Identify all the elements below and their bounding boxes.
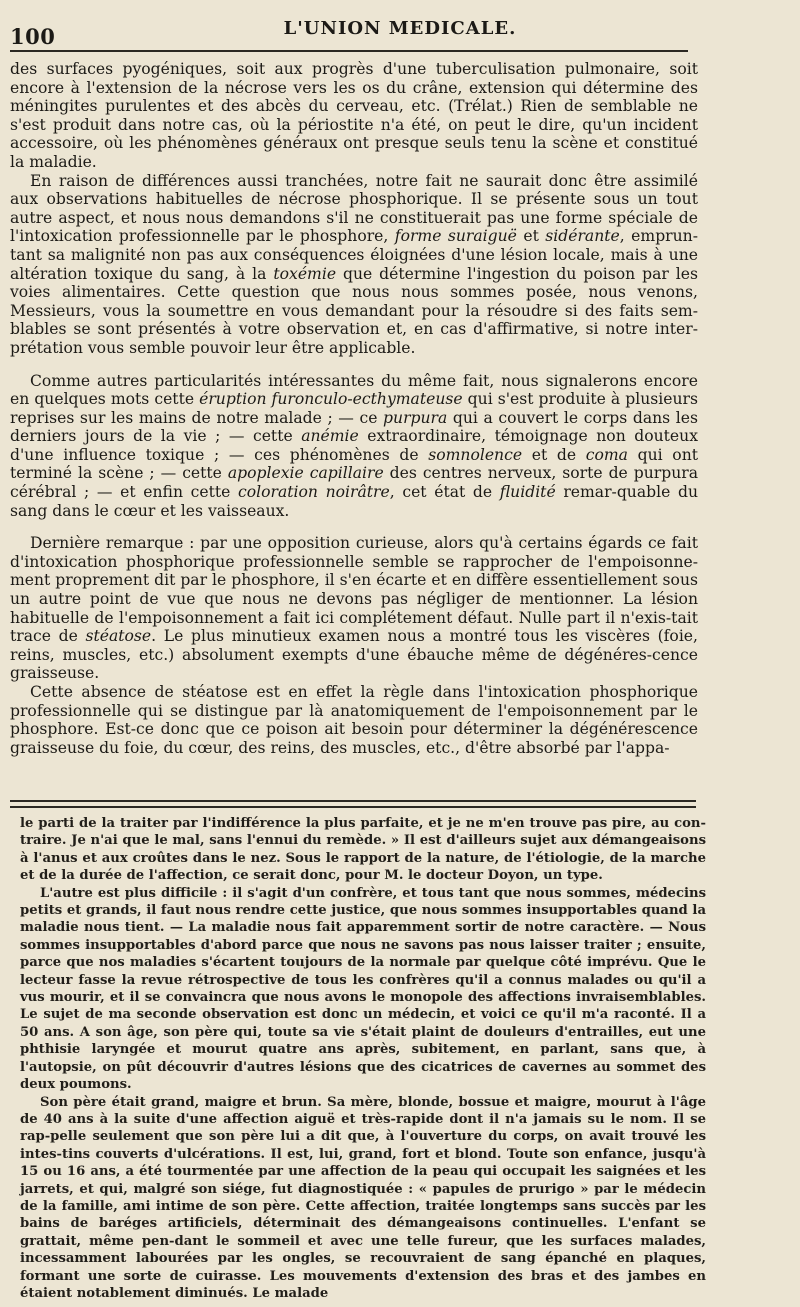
paragraph bbox=[10, 534, 698, 683]
italic-term: forme suraiguë bbox=[394, 227, 517, 246]
italic-term: toxémie bbox=[273, 264, 337, 283]
main-article-text bbox=[10, 60, 698, 757]
page-number: 100 bbox=[10, 24, 56, 49]
paragraph-text: et bbox=[516, 227, 546, 246]
italic-term: coma bbox=[585, 445, 628, 464]
paragraph-text: L'autre est plus difficile : il s'agit d'un confrère, et tous tant que nous sommes, médecins petits et grands, il faut nous rendre cette justice, que nous sommes insupportables quand la maladie nous tient. — La maladie nous fait apparemment sortir de notre caractère. — Nous sommes insupportables d'abord parce que nous ne savons pas nous laisser traiter ; ensuite, parce que nos maladies s'écartent toujours de la normale par quelque côté imprévu. Que le lecteur fasse la revue rétrospective de tous les confrères qu'il a connus malades ou qu'il a vus mourir, et il se convaincra que nous avons le monopole des affections invraisemblables. Le sujet de ma seconde observation est donc un médecin, et voici ce qu'il m'a raconté. Il a 50 ans. A son âge, son père qui, toute sa vie s'était plaint de douleurs d'entrailles, eut une phthisie laryngée et mourut quatre ans après, subitement, en parlant, sans que, à l'autopsie, on pût découvrir d'autres lésions que des cicatrices de cavernes au sommet des deux poumons. bbox=[20, 885, 706, 1093]
paragraph-text: , cet état de bbox=[389, 483, 500, 502]
running-title: L'UNION MEDICALE. bbox=[283, 18, 517, 39]
paragraph-text: que détermine l'ingestion du poison par les voies alimentaires. Cette question que nous nous sommes posée, nous venons, Messieurs, vous la soumettre en vous demandant pour la résoudre si des faits sem-blables se sont présentés à votre observation et, en cas d'affirmative, si notre inter-prétation vous semble pouvoir leur être applicable. bbox=[10, 264, 698, 357]
paragraph-text: Cette absence de stéatose est en effet la règle dans l'intoxication phosphorique professionnelle qui se distingue par là anatomiquement de l'empoisonnement par le phosphore. Est-ce donc que ce poison ait besoin pour déterminer la dégénérescence graisseuse du foie, du cœur, des reins, des muscles, etc., d'être absorbé par l'appa- bbox=[10, 683, 698, 757]
header-rule bbox=[10, 50, 688, 52]
paragraph-text: le parti de la traiter par l'indifférence la plus parfaite, et je ne m'en trouve pas pire, au con-traire. Je n'ai que le mal, sans l'ennui du remède. » Il est d'ailleurs sujet aux démangeaisons à l'anus et aux croûtes dans le nez. Sous le rapport de la nature, de l'étiologie, de la marche et de la durée de l'affection, ce serait donc, pour M. le docteur Doyon, un type. bbox=[20, 816, 706, 884]
italic-term: apoplexie capillaire bbox=[227, 464, 384, 483]
italic-term: sidérante bbox=[545, 227, 620, 246]
italic-term: coloration noirâtre bbox=[238, 483, 390, 502]
paragraph-text: des centres nerveux, sorte de purpura cérébral ; — et enfin cette bbox=[10, 464, 698, 502]
paragraph-text: Dernière remarque : par une opposition curieuse, alors qu'à certains égards ce fait d'intoxication phosphorique professionnelle semble se rapprocher de l'empoisonne-ment proprement dit par le phosphore, il s'en écarte et en diffère essentiellement sous un autre point de vue que nous ne devons pas négliger de mentionner. La lésion habituelle de l'empoisonnement a fait ici complétement défaut. Nulle part il n'exis-tait trace de bbox=[10, 534, 698, 646]
italic-term: somnolence bbox=[428, 445, 523, 464]
italic-term: éruption furonculo-ecthymateuse bbox=[199, 390, 463, 409]
paragraph bbox=[10, 372, 698, 521]
paragraph-text: des surfaces pyogéniques, soit aux progrès d'une tuberculisation pulmonaire, soit encore à l'extension de la nécrose vers les os du crâne, extension qui détermine des méningites purulentes et des abcès du cerveau, etc. (Trélat.) Rien de semblable ne s'est produit dans notre cas, où la périostite n'a été, on peut le dire, qu'un incident accessoire, où les phénomènes généraux ont presque seuls tenu la scène et constitué la maladie. bbox=[10, 60, 698, 171]
italic-term: stéatose bbox=[85, 627, 152, 646]
paragraph-text: Son père était grand, maigre et brun. Sa mère, blonde, bossue et maigre, mourut à l'âge de 40 ans à la suite d'une affection aiguë et très-rapide dont il n'a jamais su le nom. Il se rap-pelle seulement que son père lui a dit que, à l'ouverture du corps, on avait trouvé les intes-tins couverts d'ulcérations. Il est, lui, grand, fort et blond. Toute son enfance, jusqu'à 15 ou 16 ans, a été tourmentée par une affection de la peau qui occupait les saignées et les jarrets, et qui, malgré son siége, fut diagnostiquée : « papules de prurigo » par le médecin de la famille, ami intime de son père. Cette affection, traitée longtemps sans succès par les bains de baréges artificiels, déterminait des démangeaisons continuelles. L'enfant se grattait, même pen-dant le sommeil et avec une telle fureur, que les surfaces malades, incessamment labourées par les ongles, se recouvraient de sang épanché en plaques, formant une sorte de cuirasse. Les mouvements d'extension des bras et des jambes en étaient notablement diminués. Le malade bbox=[20, 1094, 706, 1301]
page-header bbox=[0, 14, 800, 49]
paragraph-text: extraordinaire, témoignage non douteux d'une influence toxique ; — ces phénomènes de bbox=[10, 427, 698, 464]
paragraph-text: , emprun-tant sa malignité non pas aux conséquences éloignées d'une lésion locale, mais à une altération toxique du sang, à la bbox=[10, 227, 698, 283]
paragraph-text: Comme autres particularités intéressantes du même fait, nous signalerons encore en quelques mots cette bbox=[10, 371, 698, 409]
paragraph bbox=[10, 172, 698, 358]
paragraph bbox=[20, 815, 706, 885]
paragraph-text: . Le plus minutieux examen nous a montré tous les viscères (foie, reins, muscles, etc.) absolument exempts d'une ébauche même de dégénéres-cence graisseuse. bbox=[10, 627, 698, 683]
paragraph bbox=[10, 683, 698, 757]
feuilleton-text bbox=[20, 815, 706, 1302]
italic-term: purpura bbox=[383, 408, 448, 427]
paragraph-text: remar-quable du sang dans le cœur et les vaisseaux. bbox=[10, 483, 699, 520]
paragraph-text: qui ont terminé la scène ; — cette bbox=[10, 445, 699, 483]
italic-term: anémie bbox=[301, 427, 359, 446]
italic-term: fluidité bbox=[499, 483, 556, 502]
paragraph-text: qui a couvert le corps dans les derniers jours de la vie ; — cette bbox=[10, 408, 698, 446]
paragraph-text: En raison de différences aussi tranchées, notre fait ne saurait donc être assimilé aux observations habituelles de nécrose phosphorique. Il se présente sous un tout autre aspect, et nous nous demandons s'il ne constituerait pas une forme spéciale de l'intoxication professionnelle par le phosphore, bbox=[10, 171, 698, 246]
paragraph bbox=[10, 60, 698, 172]
paragraph bbox=[20, 885, 706, 1094]
paragraph bbox=[20, 1094, 706, 1303]
paragraph-text: qui s'est produite à plusieurs reprises sur les mains de notre malade ; — ce bbox=[10, 390, 699, 427]
paragraph-text: et de bbox=[522, 445, 586, 464]
feuilleton-divider bbox=[10, 800, 696, 808]
